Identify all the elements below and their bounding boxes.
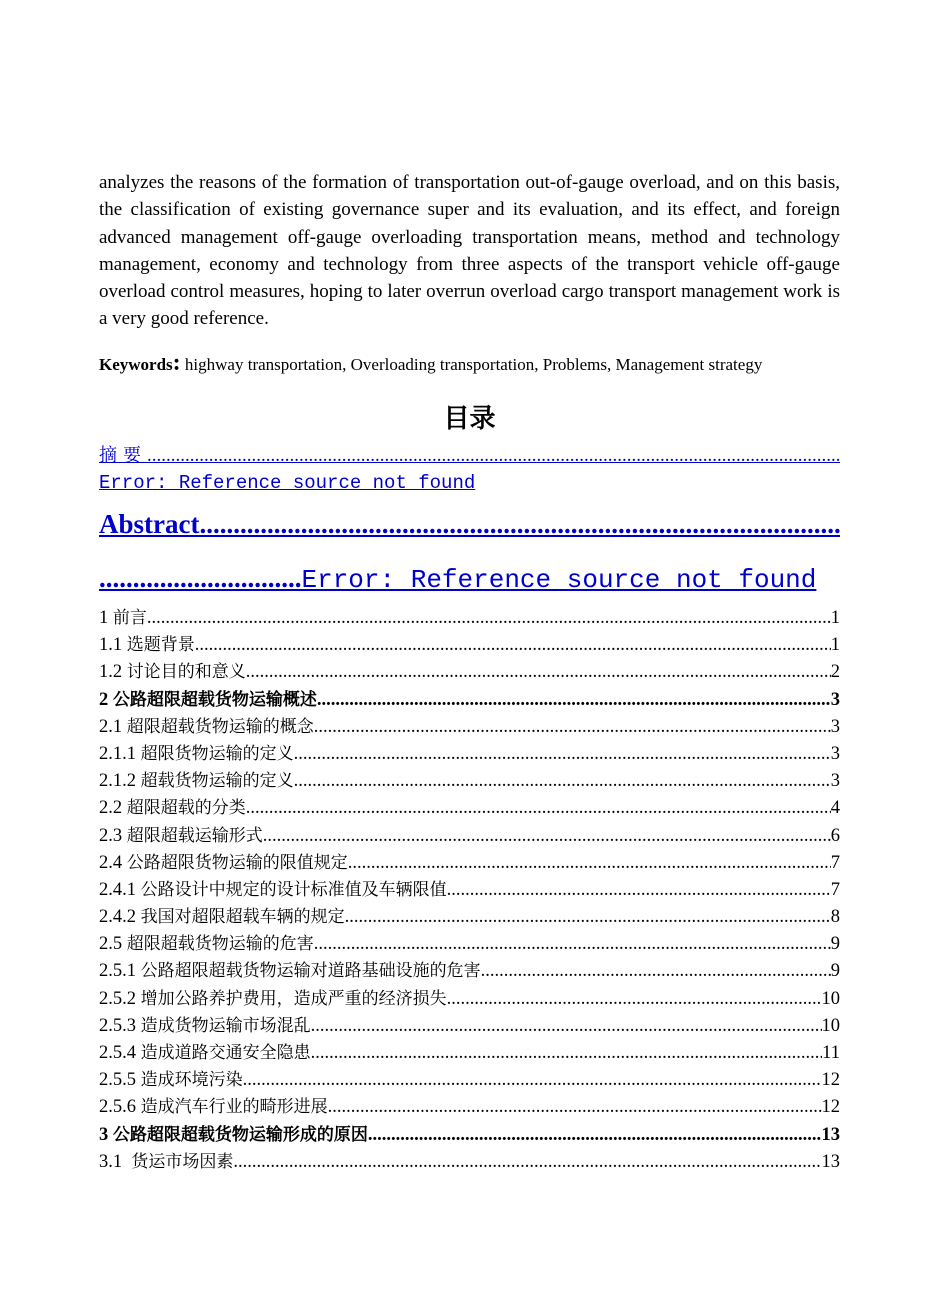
leader-dots [147,605,831,632]
leader-dots [311,1040,823,1067]
toc-entry-page: 4 [830,798,840,819]
toc-entry[interactable] [99,986,840,1013]
toc-entry-number: 2.5.2 [99,988,141,1009]
toc-entry-title: 公路超限货物运输的限值规定 [126,852,348,873]
leader-dots [246,659,831,686]
toc-entry-page: 11 [822,1043,840,1063]
toc-entry-page: 7 [830,879,840,900]
toc-entry-number: 2.4.1 [99,879,141,900]
toc-entry-number: 1 [99,608,113,628]
leader-dots [243,1067,822,1094]
toc-entry[interactable] [99,768,840,795]
toc-list [99,605,840,1176]
toc-entry[interactable] [99,632,840,659]
toc-entry-number: 2.3 [99,825,127,846]
leader-dots [328,1094,822,1121]
toc-entry[interactable] [99,958,840,985]
keywords-label: Keywords [99,355,173,374]
toc-entry[interactable] [99,714,840,741]
toc-entry-page: 3 [830,771,840,792]
toc-entry[interactable] [99,1149,840,1176]
toc-entry[interactable] [99,931,840,958]
toc-entry-number: 2.2 [99,798,127,819]
leader-dots [294,768,831,795]
leader-dots [311,1013,822,1040]
leader-dots [147,443,840,469]
leader-dots [263,823,831,850]
toc-entry-number: 2.5 [99,934,127,955]
toc-entry-page: 10 [821,1015,840,1036]
abstract-paragraph: analyzes the reasons of the formation of transportation out-of-gauge overload, and on this basis, the classification of existing governance super and its evaluation, and its effect, and foreign advanced management off-gauge overloading transportation means, method and technology management, economy and technology from three aspects of the transport vehicle off-gauge overload control measures, hoping to later overrun overload cargo transport management work is a very good reference. [99,172,840,330]
toc-entry-number: 2 [99,689,113,710]
leader-dots [233,1149,821,1176]
toc-entry-number: 1.2 [99,662,127,683]
toc-link-label: Abstract [99,509,200,539]
toc-entry[interactable] [99,605,840,632]
toc-entry-page: 1 [830,635,840,656]
leader-dots [294,741,831,768]
toc-entry-title: 前言 [112,608,147,628]
toc-entry-title: 超载货物运输的定义 [140,771,294,792]
toc-entry-number: 2.1 [99,716,127,737]
toc-entry-page: 9 [830,934,840,955]
toc-entry[interactable] [99,823,840,850]
toc-entry[interactable] [99,1040,840,1067]
keywords-colon: : [172,350,181,376]
toc-entry-title: 造成汽车行业的畸形进展 [140,1097,328,1118]
leader-dots: .............................. [99,563,302,593]
toc-entry-number: 2.5.3 [99,1015,141,1036]
toc-entry-title: 公路设计中规定的设计标准值及车辆限值 [140,879,447,900]
toc-link-label: 摘要 [99,445,147,466]
toc-entry[interactable] [99,1013,840,1040]
toc-entry[interactable] [99,1122,840,1149]
toc-title: 目录 [443,404,496,434]
toc-entry-title: 造成货物运输市场混乱 [140,1015,311,1036]
leader-dots [317,687,831,714]
toc-entry-page: 3 [830,743,840,764]
leader-dots [348,850,831,877]
leader-dots [314,931,831,958]
leader-dots [314,714,831,741]
leader-dots [447,986,822,1013]
leader-dots [195,632,831,659]
toc-entry[interactable] [99,795,840,822]
toc-entry-title: 公路超限超载货物运输概述 [112,689,317,710]
toc-entry-page: 13 [821,1151,840,1172]
toc-entry-page: 1 [830,608,840,628]
leader-dots [246,795,831,822]
leader-dots [481,958,831,985]
toc-entry[interactable] [99,659,840,686]
toc-link-zhaiyao[interactable] [99,443,840,469]
toc-entry-title: 超限超载货物运输的概念 [126,716,314,737]
toc-entry-title: 我国对超限超载车辆的规定 [140,907,345,928]
toc-entry[interactable] [99,850,840,877]
toc-entry-number: 2.1.1 [99,743,141,764]
toc-entry-number: 3 [99,1124,113,1145]
toc-entry-title: 造成道路交通安全隐患 [140,1043,311,1063]
toc-entry-page: 12 [821,1097,840,1118]
toc-entry-page: 6 [830,825,840,846]
toc-entry-title: 增加公路养护费用，造成严重的经济损失 [140,988,447,1009]
toc-entry-page: 13 [821,1124,840,1145]
toc-entry-page: 2 [830,662,840,683]
toc-entry-number: 2.5.1 [99,961,141,982]
leader-dots [199,506,840,542]
toc-entry-page: 3 [830,716,840,737]
toc-entry-title: 造成环境污染 [140,1070,243,1091]
toc-entry-number: 2.1.2 [99,771,141,792]
toc-entry[interactable] [99,1094,840,1121]
toc-entry[interactable] [99,877,840,904]
leader-dots [345,904,831,931]
toc-entry[interactable] [99,687,840,714]
toc-entry[interactable] [99,1067,840,1094]
toc-entry-title: 公路超限超载货物运输形成的原因 [112,1124,368,1145]
toc-entry-number: 2.4 [99,852,127,873]
toc-entry-title: 超限超载的分类 [126,798,246,819]
toc-link-abstract[interactable] [99,506,840,542]
error-text: Error: Reference source not found [301,565,817,595]
toc-entry-title: 货运市场因素 [131,1151,234,1172]
toc-link-error[interactable]: Error: Reference source not found [99,472,476,494]
toc-entry-number: 3.1 [99,1151,132,1172]
toc-entry-title: 超限超载货物运输的危害 [126,934,314,955]
toc-entry-page: 9 [830,961,840,982]
toc-entry-number: 2.4.2 [99,907,141,928]
toc-entry[interactable] [99,741,840,768]
toc-entry-page: 7 [830,852,840,873]
toc-link-abstract-error[interactable] [99,563,816,593]
toc-entry-number: 2.5.4 [99,1043,141,1063]
toc-entry-page: 3 [830,689,840,710]
toc-entry-title: 选题背景 [126,635,195,656]
keywords-text: highway transportation, Overloading transportation, Problems, Management strategy [184,355,763,374]
toc-entry-title: 超限货物运输的定义 [140,743,294,764]
leader-dots [447,877,831,904]
toc-entry-number: 2.5.6 [99,1097,141,1118]
toc-entry-page: 12 [821,1070,840,1091]
toc-entry-title: 超限超载运输形式 [126,825,263,846]
toc-entry-number: 2.5.5 [99,1070,141,1091]
toc-entry-title: 公路超限超载货物运输对道路基础设施的危害 [140,961,481,982]
toc-entry-page: 10 [821,988,840,1009]
toc-entry[interactable] [99,904,840,931]
toc-entry-number: 1.1 [99,635,127,656]
toc-entry-page: 8 [830,907,840,928]
keywords-line [99,351,840,377]
toc-entry-title: 讨论目的和意义 [126,662,246,683]
leader-dots [368,1122,822,1149]
